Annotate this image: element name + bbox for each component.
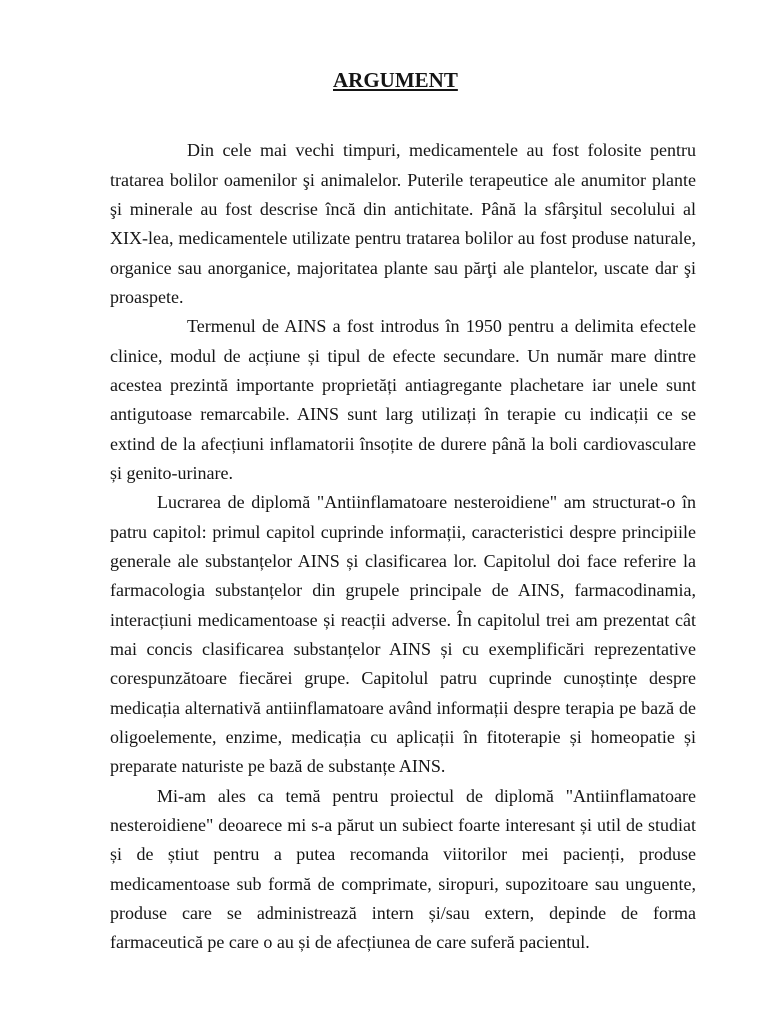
text-line: și genito-urinare.	[110, 462, 233, 483]
text-line: corespunzătoare fiecărei grupe. Capitolul patru cuprinde cunoștințe despre	[110, 668, 696, 689]
paragraph-4	[110, 782, 696, 958]
text-line: farmacologia substanțelor din grupele principale de AINS, farmacodinamia,	[110, 580, 696, 601]
text-line: mai concis clasificarea substanțelor AINS și cu exemplificări reprezentative	[110, 638, 696, 659]
text-line: preparate naturiste pe bază de substanțe AINS.	[110, 756, 446, 777]
text-line: generale ale substanțelor AINS și clasificarea lor. Capitolul doi face referire la	[110, 550, 696, 571]
text-line: medicația alternativă antiinflamatoare având informații despre terapia pe bază de	[110, 697, 696, 718]
text-line: şi minerale au fost descrise încă din antichitate. Până la sfârşitul secolului al	[110, 198, 696, 219]
text-line: tratarea bolilor oamenilor şi animalelor. Puterile terapeutice ale anumitor plante	[110, 169, 696, 190]
text-line: proaspete.	[110, 286, 184, 307]
text-line: clinice, modul de acțiune și tipul de efecte secundare. Un număr mare dintre	[110, 345, 696, 366]
document-title: ARGUMENT	[333, 68, 458, 92]
paragraph-3	[110, 488, 696, 781]
text-line: și de știut pentru a putea recomanda viitorilor mei pacienți, produse	[110, 844, 696, 865]
text-line: extind de la afecțiuni inflamatorii însoțite de durere până la boli cardiovasculare	[110, 433, 696, 454]
text-line: patru capitol: primul capitol cuprinde informații, caracteristici despre principiile	[110, 521, 696, 542]
text-line: acestea prezintă importante proprietăți antiagregante plachetare iar unele sunt	[110, 374, 696, 395]
document-body	[110, 136, 696, 957]
text-line: Termenul de AINS a fost introdus în 1950 pentru a delimita efectele	[187, 316, 696, 337]
paragraph-2	[110, 312, 696, 488]
text-line: produse care se administrează intern și/sau extern, depinde de forma	[110, 902, 696, 923]
text-line: Lucrarea de diplomă "Antiinflamatoare nesteroidiene" am structurat-o în	[157, 492, 696, 513]
paragraph-1	[110, 136, 696, 312]
text-line: farmaceutică pe care o au și de afecțiunea de care suferă pacientul.	[110, 932, 590, 953]
text-line: organice sau anorganice, majoritatea plante sau părţi ale plantelor, uscate dar şi	[110, 257, 696, 278]
text-line: nesteroidiene" deoarece mi s-a părut un subiect foarte interesant și util de studiat	[110, 814, 696, 835]
text-line: interacțiuni medicamentoase și reacții adverse. În capitolul trei am prezentat cât	[110, 609, 696, 630]
text-line: oligoelemente, enzime, medicația cu aplicații în fitoterapie și homeopatie și	[110, 726, 696, 747]
text-line: Mi-am ales ca temă pentru proiectul de diplomă "Antiinflamatoare	[157, 785, 696, 806]
text-line: medicamentoase sub formă de comprimate, siropuri, supozitoare sau unguente,	[110, 873, 696, 894]
text-line: Din cele mai vechi timpuri, medicamentele au fost folosite pentru	[187, 140, 696, 161]
text-line: XIX-lea, medicamentele utilizate pentru tratarea bolilor au fost produse naturale,	[110, 228, 696, 249]
text-line: antigutoase remarcabile. AINS sunt larg utilizați în terapie cu indicații ce se	[110, 404, 696, 425]
